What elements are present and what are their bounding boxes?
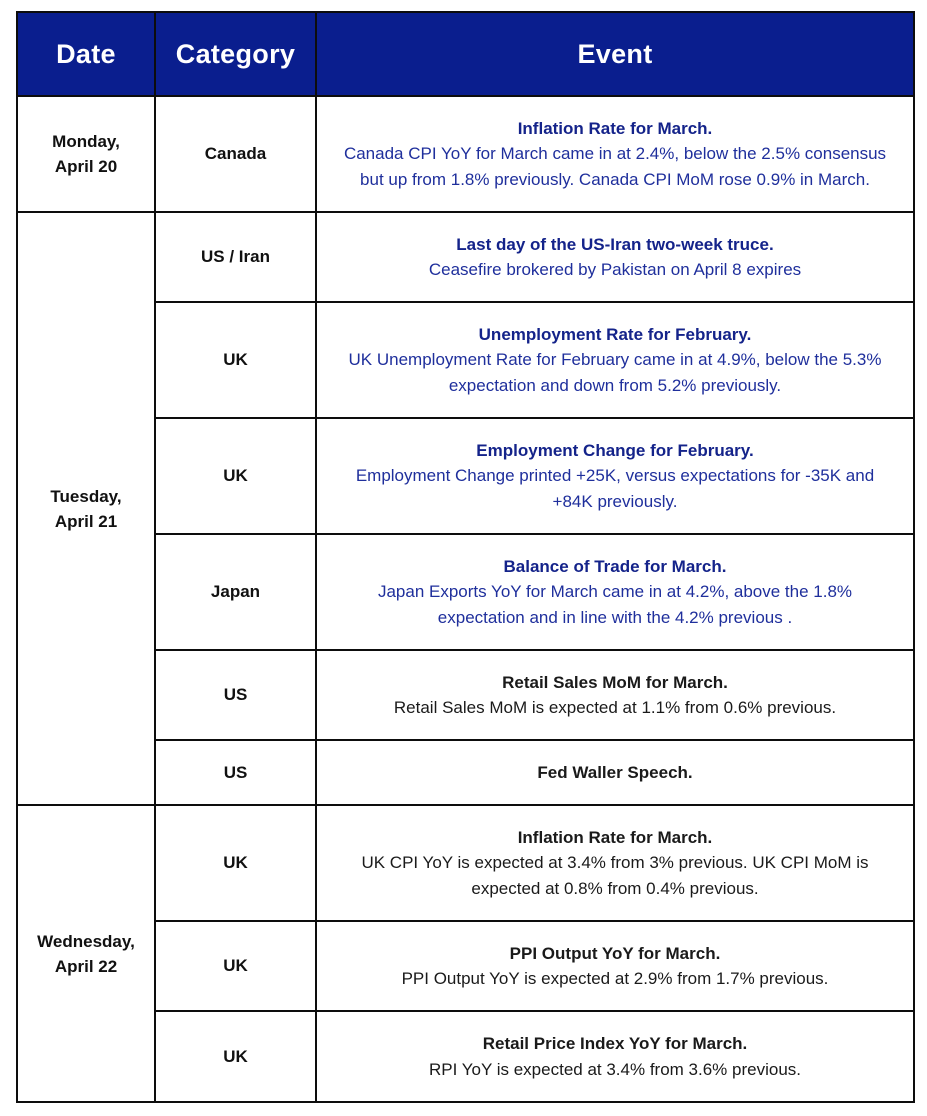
event-cell: [316, 805, 914, 921]
event-cell: [316, 418, 914, 534]
event-cell: [316, 212, 914, 302]
event-description: UK CPI YoY is expected at 3.4% from 3% previous. UK CPI MoM is expected at 0.8% from 0.4% previous.: [361, 853, 869, 898]
event-description: RPI YoY is expected at 3.4% from 3.6% previous.: [428, 1059, 801, 1079]
event-title: Unemployment Rate for February.: [478, 324, 752, 344]
event-title: Retail Sales MoM for March.: [502, 672, 728, 692]
category-cell: US: [155, 740, 316, 805]
event-cell: [316, 921, 914, 1011]
date-cell: [17, 805, 155, 1102]
event-title: Inflation Rate for March.: [517, 827, 713, 847]
day-date: April 21: [54, 511, 118, 531]
table-row: [17, 96, 914, 212]
category-cell: US: [155, 650, 316, 740]
day-name: Wednesday,: [37, 931, 135, 951]
date-cell: [17, 212, 155, 805]
category-cell: Japan: [155, 534, 316, 650]
day-name: Tuesday,: [50, 486, 122, 506]
event-title: Last day of the US-Iran two-week truce.: [456, 234, 774, 254]
event-description: Employment Change printed +25K, versus expectations for -35K and +84K previously.: [355, 466, 875, 511]
header-row: [17, 12, 914, 96]
table-row: [17, 212, 914, 302]
event-title: Retail Price Index YoY for March.: [482, 1034, 748, 1053]
event-description: Ceasefire brokered by Pakistan on April 8 expires: [428, 260, 802, 279]
event-description: UK Unemployment Rate for February came in at 4.9%, below the 5.3% expectation and down from 5.2% previously.: [348, 350, 882, 395]
category-cell: UK: [155, 418, 316, 534]
table-row: [17, 805, 914, 921]
header-date: Date: [17, 12, 155, 96]
date-cell: [17, 96, 155, 212]
event-cell: [316, 650, 914, 740]
category-cell: UK: [155, 1011, 316, 1102]
category-cell: UK: [155, 805, 316, 921]
event-cell: [316, 534, 914, 650]
category-cell: US / Iran: [155, 212, 316, 302]
header-category: Category: [155, 12, 316, 96]
day-date: April 22: [54, 956, 118, 976]
event-description: Japan Exports YoY for March came in at 4.2%, above the 1.8% expectation and in line with the 4.2% previous .: [377, 582, 853, 627]
event-cell: [316, 1011, 914, 1102]
economic-calendar-table: [16, 11, 915, 1103]
day-name: Monday,: [52, 132, 120, 151]
event-title: Inflation Rate for March.: [517, 118, 713, 138]
event-description: Canada CPI YoY for March came in at 2.4%, below the 2.5% consensus but up from 1.8% previously. Canada CPI MoM rose 0.9% in March.: [343, 144, 887, 189]
category-cell: UK: [155, 302, 316, 418]
event-cell: [316, 740, 914, 805]
category-cell: UK: [155, 921, 316, 1011]
event-title: PPI Output YoY for March.: [509, 943, 721, 963]
header-event: Event: [316, 12, 914, 96]
event-title: Balance of Trade for March.: [503, 556, 727, 576]
category-cell: Canada: [155, 96, 316, 212]
day-date: April 20: [54, 157, 118, 176]
event-description: Retail Sales MoM is expected at 1.1% from 0.6% previous.: [393, 698, 837, 717]
event-description: PPI Output YoY is expected at 2.9% from 1.7% previous.: [401, 969, 829, 988]
event-title: Employment Change for February.: [476, 440, 754, 460]
event-cell: [316, 96, 914, 212]
event-title: Fed Waller Speech.: [537, 762, 693, 782]
event-cell: [316, 302, 914, 418]
